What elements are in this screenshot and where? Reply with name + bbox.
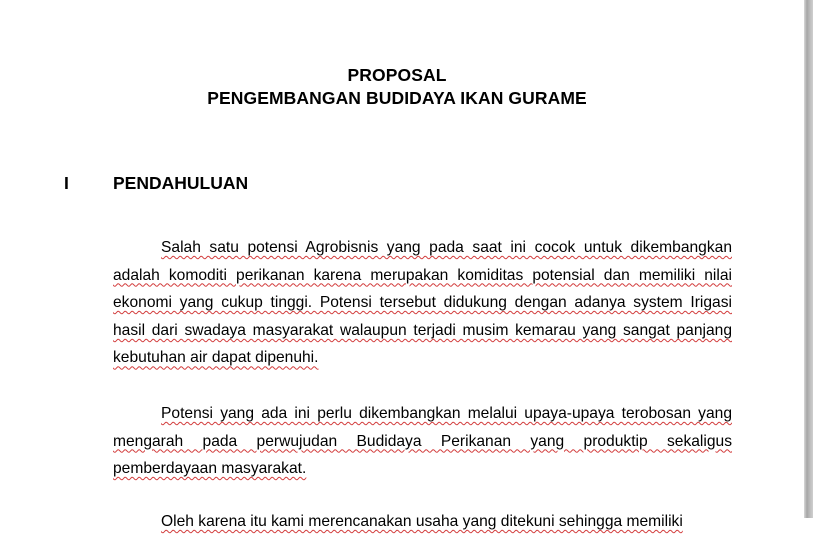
document-title-line-1: PROPOSAL: [347, 65, 447, 85]
paragraph-3-text: Oleh karena itu kami merencanakan usaha yang ditekuni sehingga memiliki: [161, 513, 683, 530]
window-edge-shadow: [804, 0, 813, 518]
section-number: I: [64, 173, 69, 193]
paragraph-2-text: Potensi yang ada ini perlu dikembangkan melalui upaya-upaya terobosan yang mengarah pada perwujudan Budidaya Perikanan yang produktip sekaligus pemberdayaan masyarakat.: [113, 405, 732, 478]
section-heading: PENDAHULUAN: [113, 173, 249, 193]
document-title-line-2: PENGEMBANGAN BUDIDAYA IKAN GURAME: [207, 88, 587, 108]
paragraph-3[interactable]: [113, 508, 732, 536]
paragraph-2[interactable]: [113, 400, 732, 483]
paragraph-1-text: Salah satu potensi Agrobisnis yang pada saat ini cocok untuk dikembangkan adalah komoditi perikanan karena merupakan komiditas potensial dan memiliki nilai ekonomi yang cukup tinggi. Potensi tersebut didukung dengan adanya system Irigasi hasil dari swadaya masyarakat walaupun terjadi musim kemarau yang sangat panjang kebutuhan air dapat dipenuhi.: [113, 239, 732, 367]
paragraph-1[interactable]: [113, 234, 732, 372]
